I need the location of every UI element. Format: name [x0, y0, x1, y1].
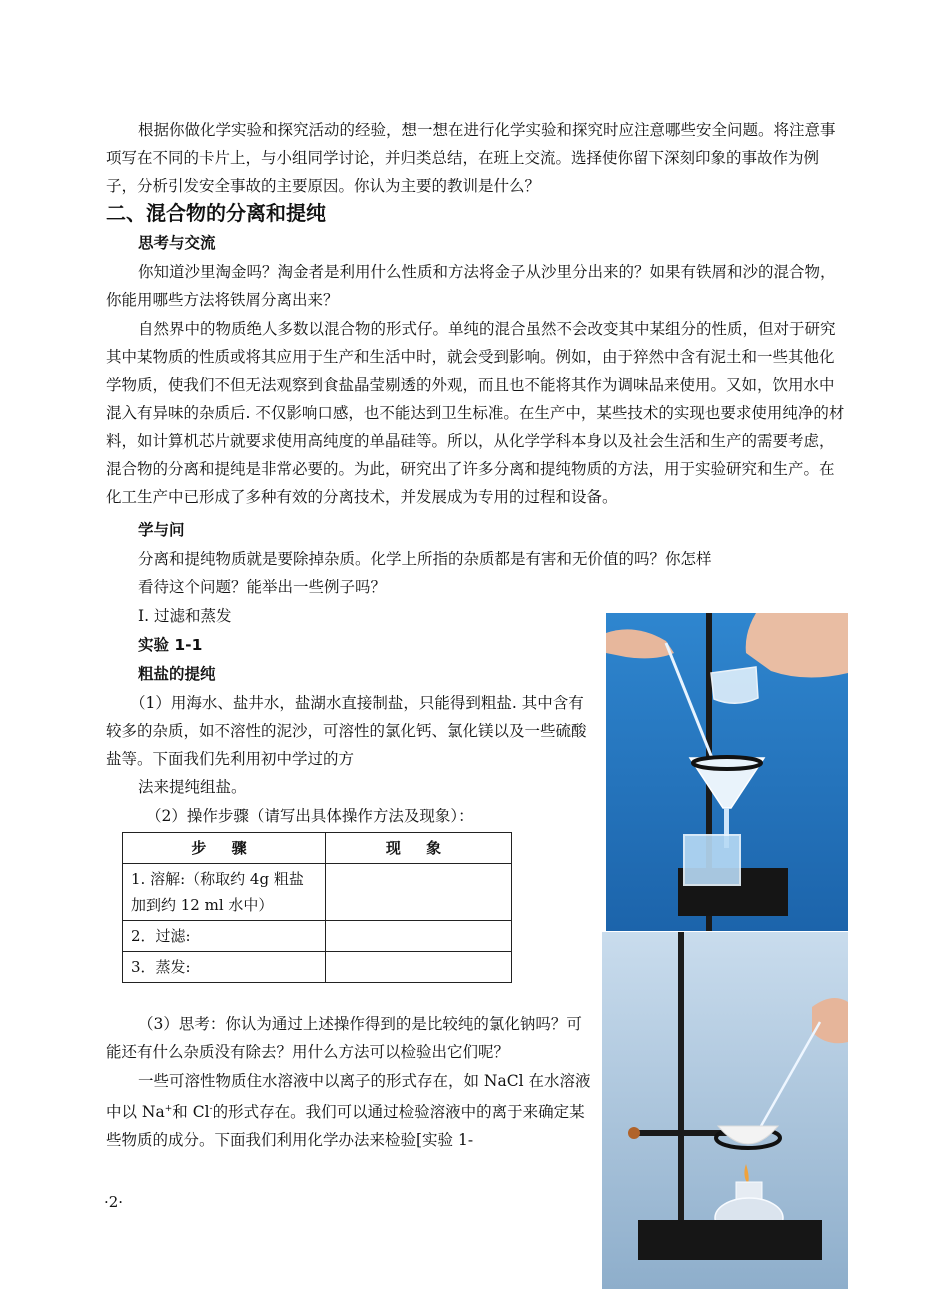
intro-paragraph: 根据你做化学实验和探究活动的经验，想一想在进行化学实验和探究时应注意哪些安全问题。将注意事项写在不同的卡片上，与小组同学讨论，并归类总结，在班上交流。选择使你留下深刻印象的事故作为例子，分析引发安全事故的主要原因。你认为主要的教训是什么？: [106, 121, 836, 195]
table-cell-step: 1. 溶解:（称取约 4g 粗盐加到约 12 ml 水中）: [123, 864, 326, 921]
page-number: ·2·: [104, 1193, 124, 1211]
evaporation-photo: [602, 932, 848, 1289]
table-header-phenomena: 现 象: [326, 833, 512, 864]
evaporation-illustration: [602, 932, 848, 1289]
learn-heading: 学与问: [138, 520, 185, 539]
experiment-title: 粗盐的提纯: [138, 664, 216, 683]
think-paragraph: 你知道沙里淘金吗？淘金者是利用什么性质和方法将金子从沙里分出来的？如果有铁屑和沙的混合物，你能用哪些方法将铁屑分离出来？: [106, 263, 836, 309]
table-cell-phenomenon: [326, 952, 512, 983]
step1-paragraph: （1）用海水、盐井水，盐湖水直接制盐，只能得到粗盐. 其中含有较多的杂质，如不溶性的泥沙，可溶性的氯化钙、氯化镁以及一些硫酸盐等。下面我们先利用初中学过的方: [106, 694, 587, 768]
learn-line-2: 看待这个问题？能举出一些例子吗？: [138, 578, 387, 596]
table-cell-step: 3．蒸发:: [123, 952, 326, 983]
table-row: [123, 952, 512, 983]
table-row: [123, 921, 512, 952]
filtration-photo: [606, 613, 848, 931]
filtration-illustration: [606, 613, 848, 931]
section-title: 二、混合物的分离和提纯: [106, 201, 326, 225]
step2-label: （2）操作步骤（请写出具体操作方法及现象）：: [146, 807, 474, 825]
experiment-label: 实验 1-1: [138, 636, 203, 654]
table-header-steps: 步 骤: [123, 833, 326, 864]
step1-continuation: 法来提纯组盐。: [138, 778, 247, 796]
learn-line-1: 分离和提纯物质就是要除掉杂质。化学上所指的杂质都是有害和无价值的吗？你怎样: [138, 550, 712, 568]
think3-paragraph: （3）思考：你认为通过上述操作得到的是比较纯的氯化钠吗？可能还有什么杂质没有除去？用什么方法可以检验出它们呢？: [106, 1015, 582, 1061]
table-row: [123, 864, 512, 921]
table-cell-phenomenon: [326, 921, 512, 952]
table-cell-step: 2．过滤:: [123, 921, 326, 952]
steps-table: [122, 832, 512, 983]
ion-paragraph: 一些可溶性物质住水溶液中以离子的形式存在，如 NaCl 在水溶液中以 Na+和 Cl-的形式存在。我们可以通过检验溶液中的离于来确定某些物质的成分。下面我们利用化学办法来检验[实验 1-: [106, 1072, 591, 1150]
think-heading: 思考与交流: [138, 233, 216, 252]
table-header-row: [123, 833, 512, 864]
nature-paragraph: 自然界中的物质绝人多数以混合物的形式仔。单纯的混合虽然不会改变其中某组分的性质，但对于研究其中某物质的性质或将其应用于生产和生活中时，就会受到影响。例如，由于猝然中含有泥土和一些其他化学物质，使我们不但无法观察到食盐晶莹剔透的外观，而且也不能将其作为调味品来使用。又如，饮用水中混入有异味的杂质后. 不仅影响口感，也不能达到卫生标准。在生产中，某些技术的实现也要求使用纯净的材料，如计算机芯片就要求使用高纯度的单晶硅等。所以，从化学学科本身以及社会生活和生产的需要考虑，混合物的分离和提纯是非常必要的。为此，研究出了许多分离和提纯物质的方法，用于实验研究和生产。在化工生产中已形成了多种有效的分离技术，并发展成为专用的过程和设备。: [106, 320, 845, 506]
table-cell-phenomenon: [326, 864, 512, 921]
filter-heading: I. 过滤和蒸发: [138, 607, 232, 625]
